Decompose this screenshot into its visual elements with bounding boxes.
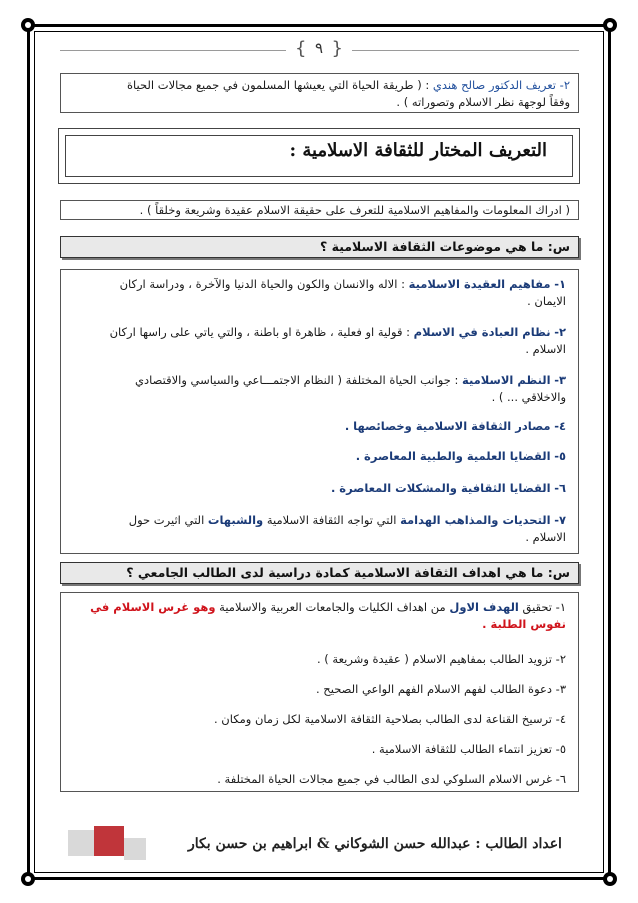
goal-item-1: [73, 599, 566, 633]
topic-title: النظم الاسلامية: [462, 373, 551, 387]
goal-item-5: ٥- تعزيز انتماء الطالب للثقافة الاسلامية .: [371, 742, 566, 756]
topic-title: مصادر الثقافة الاسلامية وخصائصها .: [344, 419, 551, 433]
goal-item-2: ٢- تزويد الطالب بمفاهيم الاسلام ( عقيدة وشريعة ) .: [316, 652, 566, 666]
page-number: { ٩ }: [291, 39, 347, 63]
header-rule-right: [352, 50, 579, 51]
goal-emphasis: وهو غرس الاسلام في: [90, 600, 216, 614]
goal-text: من اهداف الكليات والجامعات العربية والاسلامية: [219, 600, 446, 614]
topic-number: ١-: [554, 277, 566, 291]
question-goals-bar: س: ما هي اهداف الثقافة الاسلامية كمادة دراسية لدى الطالب الجامعي ؟: [60, 562, 579, 584]
topic-text: التي تواجه الثقافة الاسلامية: [266, 513, 397, 527]
topic-number: ٢-: [554, 325, 566, 339]
topic-text: : جوانب الحياة المختلفة ( النظام الاجتمـــاعي والسياسي والاقتصادي: [135, 373, 459, 387]
topic-title: القضايا الثقافية والمشكلات المعاصرة .: [330, 481, 551, 495]
footer-square-gray-2: [124, 838, 146, 860]
topic-text-cont: الايمان .: [527, 294, 566, 308]
page-header: [0, 37, 638, 65]
definition-number: ٢-: [559, 78, 570, 92]
chosen-definition-text: ( ادراك المعلومات والمفاهيم الاسلامية للتعرف على حقيقة الاسلام عقيدة وشريعة وخلقاً ) .: [139, 203, 570, 217]
topic-text-cont: الاسلام .: [525, 530, 566, 544]
footer-square-gray: [68, 830, 94, 856]
topic-item-5: [73, 448, 566, 465]
topics-list: [60, 269, 579, 554]
topic-title: التحديات والمذاهب الهدامة: [400, 513, 551, 527]
corner-ornament-top-left: [21, 18, 35, 32]
footer: [60, 826, 579, 866]
topic-title: القضايا العلمية والطبية المعاصرة .: [355, 449, 551, 463]
definition-author: تعريف الدكتور صالح هندي: [432, 78, 556, 92]
topic-item-3: [73, 372, 566, 406]
goal-item-6: ٦- غرس الاسلام السلوكي لدى الطالب في جميع مجالات الحياة المختلفة .: [217, 772, 566, 786]
goal-emphasis-cont: نفوس الطلبة .: [482, 617, 566, 631]
topic-number: ٥-: [554, 449, 566, 463]
topic-title: مفاهيم العقيدة الاسلامية: [408, 277, 551, 291]
topic-number: ٧-: [554, 513, 566, 527]
topic-text-cont: الاسلام .: [525, 342, 566, 356]
topic-text: : الاله والانسان والكون والحياة الدنيا والآخرة ، ودراسة اركان: [119, 277, 405, 291]
section-title: التعريف المختار للثقافة الاسلامية :: [289, 140, 547, 161]
corner-ornament-bottom-left: [21, 872, 35, 886]
topic-text: : قولية او فعلية ، ظاهرة او باطنة ، والتي ياتي على راسها اركان: [109, 325, 410, 339]
goal-item-4: ٤- ترسيخ القناعة لدى الطالب بصلاحية الثقافة الاسلامية لكل زمان ومكان .: [214, 712, 566, 726]
topic-text-cont: والاخلاقي ... ) .: [491, 390, 566, 404]
topic-item-4: [73, 418, 566, 435]
topic-item-2: [73, 324, 566, 358]
corner-ornament-bottom-right: [603, 872, 617, 886]
goal-item-3: ٣- دعوة الطالب لفهم الاسلام الفهم الواعي الصحيح .: [315, 682, 566, 696]
goal-highlight: الهدف الاول: [449, 600, 519, 614]
goal-prefix: ١- تحقيق: [522, 600, 566, 614]
topic-item-7: [73, 512, 566, 546]
topic-item-6: [73, 480, 566, 497]
footer-author-credit: اعداد الطالب : عبدالله حسن الشوكاني & ابراهيم بن حسن بكار: [188, 836, 562, 852]
topic-number: ٦-: [554, 481, 566, 495]
section-title-frame: [58, 128, 580, 184]
question-topics-bar: س: ما هي موضوعات الثقافة الاسلامية ؟: [60, 236, 579, 258]
goals-list: [60, 592, 579, 792]
corner-ornament-top-right: [603, 18, 617, 32]
footer-square-red: [94, 826, 124, 856]
header-rule-left: [60, 50, 286, 51]
definition-line-1: [69, 77, 570, 94]
topic-item-1: [73, 276, 566, 310]
topic-number: ٤-: [554, 419, 566, 433]
definition-text: : ( طريقة الحياة التي يعيشها المسلمون في جميع مجالات الحياة: [127, 78, 430, 92]
topic-number: ٣-: [554, 373, 566, 387]
topic-title: نظام العبادة في الاسلام: [413, 325, 551, 339]
topic-text-end: التي اثيرت حول: [128, 513, 205, 527]
definition-box: [60, 73, 579, 113]
chosen-definition-box: [60, 200, 579, 220]
topic-title-2: والشبهات: [207, 513, 264, 527]
definition-line-2: وفقاً لوجهة نظر الاسلام وتصوراته ) .: [396, 95, 570, 109]
